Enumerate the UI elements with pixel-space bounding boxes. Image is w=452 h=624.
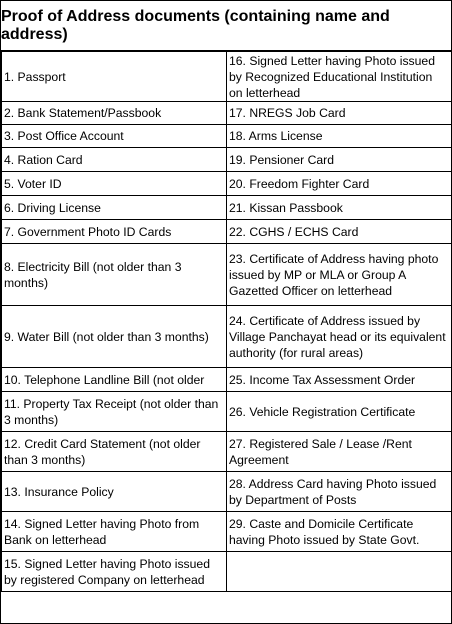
table-cell: 11. Property Tax Receipt (not older than 3 months) — [2, 392, 227, 432]
table-cell: 21. Kissan Passbook — [227, 196, 452, 220]
table-cell: 14. Signed Letter having Photo from Bank on letterhead — [2, 512, 227, 552]
table-cell: 13. Insurance Policy — [2, 472, 227, 512]
table-cell: 20. Freedom Fighter Card — [227, 172, 452, 196]
table-cell: 5. Voter ID — [2, 172, 227, 196]
table-cell: 17. NREGS Job Card — [227, 102, 452, 125]
table-row — [2, 244, 452, 306]
table-row — [2, 432, 452, 472]
table-row — [2, 472, 452, 512]
table-cell: 16. Signed Letter having Photo issued by Recognized Educational Institution on letterhead — [227, 52, 452, 102]
table-cell: 9. Water Bill (not older than 3 months) — [2, 306, 227, 368]
documents-table — [1, 51, 452, 592]
table-cell: 25. Income Tax Assessment Order — [227, 368, 452, 392]
table-row — [2, 392, 452, 432]
table-row — [2, 512, 452, 552]
table-cell: 8. Electricity Bill (not older than 3 months) — [2, 244, 227, 306]
page-title: Proof of Address documents (containing name and address) — [1, 1, 451, 51]
table-cell: 22. CGHS / ECHS Card — [227, 220, 452, 244]
table-cell: 18. Arms License — [227, 125, 452, 148]
table-cell: 15. Signed Letter having Photo issued by registered Company on letterhead — [2, 552, 227, 592]
table-cell: 10. Telephone Landline Bill (not older — [2, 368, 227, 392]
table-cell: 27. Registered Sale / Lease /Rent Agreement — [227, 432, 452, 472]
table-row — [2, 196, 452, 220]
table-cell: 2. Bank Statement/Passbook — [2, 102, 227, 125]
table-cell: 19. Pensioner Card — [227, 148, 452, 172]
table-row — [2, 52, 452, 102]
table-cell: 28. Address Card having Photo issued by Department of Posts — [227, 472, 452, 512]
table-cell: 7. Government Photo ID Cards — [2, 220, 227, 244]
table-row — [2, 102, 452, 125]
table-cell: 24. Certificate of Address issued by Village Panchayat head or its equivalent authority (for rural areas) — [227, 306, 452, 368]
table-row — [2, 172, 452, 196]
table-row — [2, 306, 452, 368]
table-row — [2, 125, 452, 148]
table-cell: 6. Driving License — [2, 196, 227, 220]
table-row — [2, 220, 452, 244]
table-cell: 1. Passport — [2, 52, 227, 102]
table-cell: 26. Vehicle Registration Certificate — [227, 392, 452, 432]
table-cell — [227, 552, 452, 592]
table-cell: 12. Credit Card Statement (not older than 3 months) — [2, 432, 227, 472]
table-row — [2, 552, 452, 592]
table-cell: 23. Certificate of Address having photo issued by MP or MLA or Group A Gazetted Officer on letterhead — [227, 244, 452, 306]
table-cell: 29. Caste and Domicile Certificate having Photo issued by State Govt. — [227, 512, 452, 552]
table-row — [2, 148, 452, 172]
table-cell: 4. Ration Card — [2, 148, 227, 172]
table-row — [2, 368, 452, 392]
table-cell: 3. Post Office Account — [2, 125, 227, 148]
